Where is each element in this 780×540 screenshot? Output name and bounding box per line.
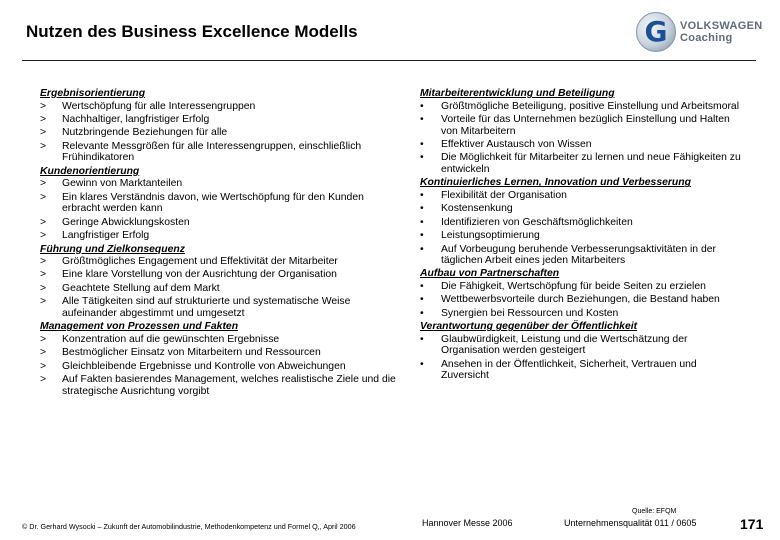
bullet-marker: • (420, 230, 424, 242)
list-item-text: Die Fähigkeit, Wertschöpfung für beide Seiten zu erzielen (441, 281, 706, 293)
bullet-marker: • (420, 333, 424, 345)
bullet-marker: • (420, 113, 424, 125)
list-item-text: Ein klares Verständnis davon, wie Wertschöpfung für den Kunden erbracht werden kann (62, 191, 364, 215)
list-item (420, 139, 742, 151)
benefit-list (40, 101, 396, 164)
bullet-marker: • (420, 100, 424, 112)
list-item (420, 114, 742, 137)
list-item (40, 283, 396, 295)
list-item-text: Größtmögliche Beteiligung, positive Einstellung und Arbeitsmoral (441, 100, 740, 112)
benefit-list (40, 334, 396, 397)
list-item-text: Nutzbringende Beziehungen für alle (62, 127, 228, 139)
section-heading: Kontinuierliches Lernen, Innovation und Verbesserung (420, 177, 691, 189)
logo-division: Coaching (680, 32, 733, 44)
list-item-text: Größtmögliches Engagement und Effektivität der Mitarbeiter (62, 256, 338, 268)
bullet-marker: • (420, 294, 424, 306)
bullet-marker: > (40, 333, 47, 345)
bullet-marker: • (420, 138, 424, 150)
list-item (40, 361, 396, 373)
section-heading: Aufbau von Partnerschaften (420, 268, 560, 280)
list-item (420, 294, 742, 306)
footer-reference: Unternehmensqualität 011 / 0605 (564, 518, 697, 528)
list-item (40, 192, 396, 215)
list-item-text: Kostensenkung (441, 203, 513, 215)
list-item-text: Langfristiger Erfolg (62, 230, 150, 242)
volkswagen-coaching-logo (636, 12, 766, 58)
list-item (40, 127, 396, 139)
bullet-marker: • (420, 216, 424, 228)
list-item-text: Wettbewerbsvorteile durch Beziehungen, die Bestand haben (441, 294, 720, 306)
list-item (420, 203, 742, 215)
logo-brand: VOLKSWAGEN (680, 20, 763, 32)
bullet-marker: > (40, 256, 47, 268)
benefit-list (420, 101, 742, 176)
benefit-list (40, 256, 396, 319)
list-item (420, 359, 742, 382)
list-item (40, 374, 396, 397)
header-divider (22, 60, 756, 61)
bullet-marker: • (420, 243, 424, 255)
list-item-text: Auf Vorbeugung beruhende Verbesserungsaktivitäten in der täglichen Arbeit eines jeden Mitarbeiters (441, 243, 716, 267)
list-item-text: Gleichbleibende Ergebnisse und Kontrolle von Abweichungen (62, 360, 346, 372)
list-item (420, 308, 742, 320)
bullet-marker: > (40, 282, 47, 294)
list-item (40, 256, 396, 268)
page-title: Nutzen des Business Excellence Modells (26, 22, 358, 41)
list-item-text: Geringe Abwicklungskosten (62, 216, 190, 228)
right-column (420, 88, 742, 384)
list-item-text: Konzentration auf die gewünschten Ergebnisse (62, 333, 280, 345)
list-item (420, 217, 742, 229)
bullet-marker: • (420, 152, 424, 164)
list-item (420, 152, 742, 175)
section-heading: Mitarbeiterentwicklung und Beteiligung (420, 88, 615, 99)
list-item-text: Flexibilität der Organisation (441, 189, 567, 201)
list-item (40, 217, 396, 229)
bullet-marker: > (40, 360, 47, 372)
list-item-text: Die Möglichkeit für Mitarbeiter zu lernen und neue Fähigkeiten zu entwickeln (441, 152, 741, 175)
bullet-marker: > (40, 216, 47, 228)
list-item (420, 244, 742, 267)
list-item (40, 178, 396, 190)
logo-wordmark (680, 20, 762, 44)
bullet-marker: • (420, 281, 424, 293)
bullet-marker: > (40, 178, 47, 190)
section-heading: Führung und Zielkonsequenz (40, 243, 185, 255)
list-item-text: Synergien bei Ressourcen und Kosten (441, 307, 619, 319)
bullet-marker: • (420, 203, 424, 215)
footer-event: Hannover Messe 2006 (422, 518, 513, 528)
bullet-marker: • (420, 307, 424, 319)
bullet-marker: > (40, 191, 47, 203)
section-heading: Ergebnisorientierung (40, 88, 146, 99)
list-item (420, 230, 742, 242)
section-heading: Kundenorientierung (40, 165, 140, 177)
list-item-text: Wertschöpfung für alle Interessengruppen (62, 100, 256, 112)
page-number: 171 (740, 516, 764, 532)
bullet-marker: > (40, 100, 47, 112)
list-item-text: Auf Fakten basierendes Management, welches realistische Ziele und die strategische Ausrichtung vorgibt (62, 374, 396, 397)
bullet-marker: • (420, 189, 424, 201)
list-item-text: Glaubwürdigkeit, Leistung und die Wertschätzung der Organisation werden gesteigert (441, 333, 688, 357)
bullet-marker: > (40, 269, 47, 281)
bullet-marker: > (40, 230, 47, 242)
bullet-marker: > (40, 127, 47, 139)
list-item-text: Relevante Messgrößen für alle Interessengruppen, einschließlich Frühindikatoren (62, 140, 362, 164)
benefit-list (420, 281, 742, 319)
list-item (40, 296, 396, 319)
list-item (420, 334, 742, 357)
benefit-list (420, 190, 742, 267)
list-item-text: Leistungsoptimierung (441, 230, 540, 242)
list-item-text: Eine klare Vorstellung von der Ausrichtung der Organisation (62, 269, 337, 281)
list-item-text: Ansehen in der Öffentlichkeit, Sicherheit, Vertrauen und Zuversicht (441, 358, 697, 382)
bullet-marker: > (40, 347, 47, 359)
footer-credit: © Dr. Gerhard Wysocki – Zukunft der Automobilindustrie, Methodenkompetenz und Formel Q,, April 2006 (22, 522, 356, 531)
benefit-list (420, 334, 742, 382)
list-item-text: Geachtete Stellung auf dem Markt (62, 282, 220, 294)
list-item (420, 281, 742, 293)
section-heading: Management von Prozessen und Fakten (40, 321, 239, 333)
list-item (40, 101, 396, 113)
list-item (40, 269, 396, 281)
list-item-text: Bestmöglicher Einsatz von Mitarbeitern und Ressourcen (62, 347, 321, 359)
list-item (40, 334, 396, 346)
footer-source: Quelle: EFQM (632, 508, 677, 515)
list-item (420, 101, 742, 113)
benefit-list (40, 178, 396, 241)
list-item (40, 230, 396, 242)
list-item-text: Identifizieren von Geschäftsmöglichkeiten (441, 216, 633, 228)
logo-mark: G (644, 15, 668, 48)
list-item (40, 114, 396, 126)
bullet-marker: > (40, 296, 47, 308)
left-column (40, 88, 396, 399)
list-item (420, 190, 742, 202)
list-item (40, 141, 396, 164)
bullet-marker: > (40, 374, 47, 386)
bullet-marker: > (40, 140, 47, 152)
list-item-text: Vorteile für das Unternehmen bezüglich Einstellung und Halten von Mitarbeitern (441, 113, 730, 137)
list-item (40, 347, 396, 359)
list-item-text: Gewinn von Marktanteilen (62, 178, 183, 190)
bullet-marker: • (420, 358, 424, 370)
list-item-text: Effektiver Austausch von Wissen (441, 138, 592, 150)
bullet-marker: > (40, 113, 47, 125)
list-item-text: Alle Tätigkeiten sind auf strukturierte und systematische Weise aufeinander abgestimmt und umgesetzt (62, 296, 351, 319)
list-item-text: Nachhaltiger, langfristiger Erfolg (62, 113, 210, 125)
section-heading: Verantwortung gegenüber der Öffentlichkeit (420, 321, 638, 333)
